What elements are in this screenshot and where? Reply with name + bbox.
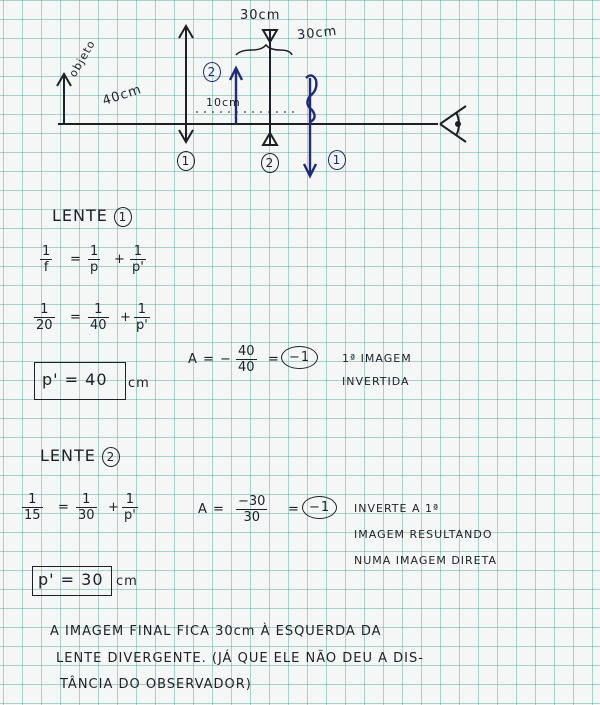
lente1-eq2-frac-a: $\frac{1}{20}$ <box>36 302 53 333</box>
lente1-note-2: INVERTIDA <box>342 375 410 388</box>
image-2-label: 2 <box>203 61 221 82</box>
lente2-unit: cm <box>116 574 138 589</box>
lente2-a-label: A = <box>198 502 225 517</box>
lente-1-heading: LENTE 1 <box>52 206 132 227</box>
lente1-a-frac: $\frac{40}{40}$ <box>238 344 255 375</box>
lente2-eq1-frac-c: $\frac{1}{p'}$ <box>124 492 136 523</box>
lente2-note-1: INVERTE A 1ª <box>354 502 440 515</box>
distance-10-label: 10cm <box>206 96 241 109</box>
lente1-a-label: A = − <box>188 352 232 367</box>
lente1-a-value: −1 <box>281 346 318 369</box>
lente1-eq1-frac-c: $\frac{1}{p'}$ <box>132 244 144 275</box>
lente1-result: p' = 40 <box>42 370 108 389</box>
object-label: objeto <box>66 37 99 80</box>
conclusion-line-3: TÂNCIA DO OBSERVADOR) <box>60 677 252 692</box>
lente2-note-3: NUMA IMAGEM DIRETA <box>354 554 498 567</box>
lente2-result: p' = 30 <box>38 570 104 589</box>
lente1-eq1-frac-b: $\frac{1}{p}$ <box>90 244 99 275</box>
lente2-a-frac: $\frac{-30}{30}$ <box>238 494 266 525</box>
lente2-a-value: −1 <box>302 496 337 519</box>
lente1-note-1: 1ª IMAGEM <box>342 352 412 365</box>
lente-2-heading: LENTE 2 <box>40 446 120 467</box>
conclusion-line-1: A IMAGEM FINAL FICA 30cm À ESQUERDA DA <box>50 624 382 639</box>
image-1-label: 1 <box>328 149 346 170</box>
conclusion-line-2: LENTE DIVERGENTE. (JÁ QUE ELE NÃO DEU A DIS- <box>56 651 424 666</box>
lens-1-label: 1 <box>177 150 195 171</box>
eye-icon <box>440 106 466 142</box>
lente1-unit: cm <box>128 376 150 391</box>
distance-30-right-label: 30cm <box>296 23 339 44</box>
lente1-eq1-frac-a: $\frac{1}{f}$ <box>42 244 51 275</box>
distance-40-label: 40cm <box>100 82 144 109</box>
lente1-eq2-frac-b: $\frac{1}{40}$ <box>90 302 107 333</box>
lente2-eq1-frac-b: $\frac{1}{30}$ <box>78 492 95 523</box>
lens-2-label: 2 <box>261 152 279 173</box>
lente2-eq1-frac-a: $\frac{1}{15}$ <box>24 492 41 523</box>
distance-30-top-label: 30cm <box>240 8 281 23</box>
lente2-note-2: IMAGEM RESULTANDO <box>354 528 493 541</box>
lente1-eq2-frac-c: $\frac{1}{p'}$ <box>136 302 148 333</box>
